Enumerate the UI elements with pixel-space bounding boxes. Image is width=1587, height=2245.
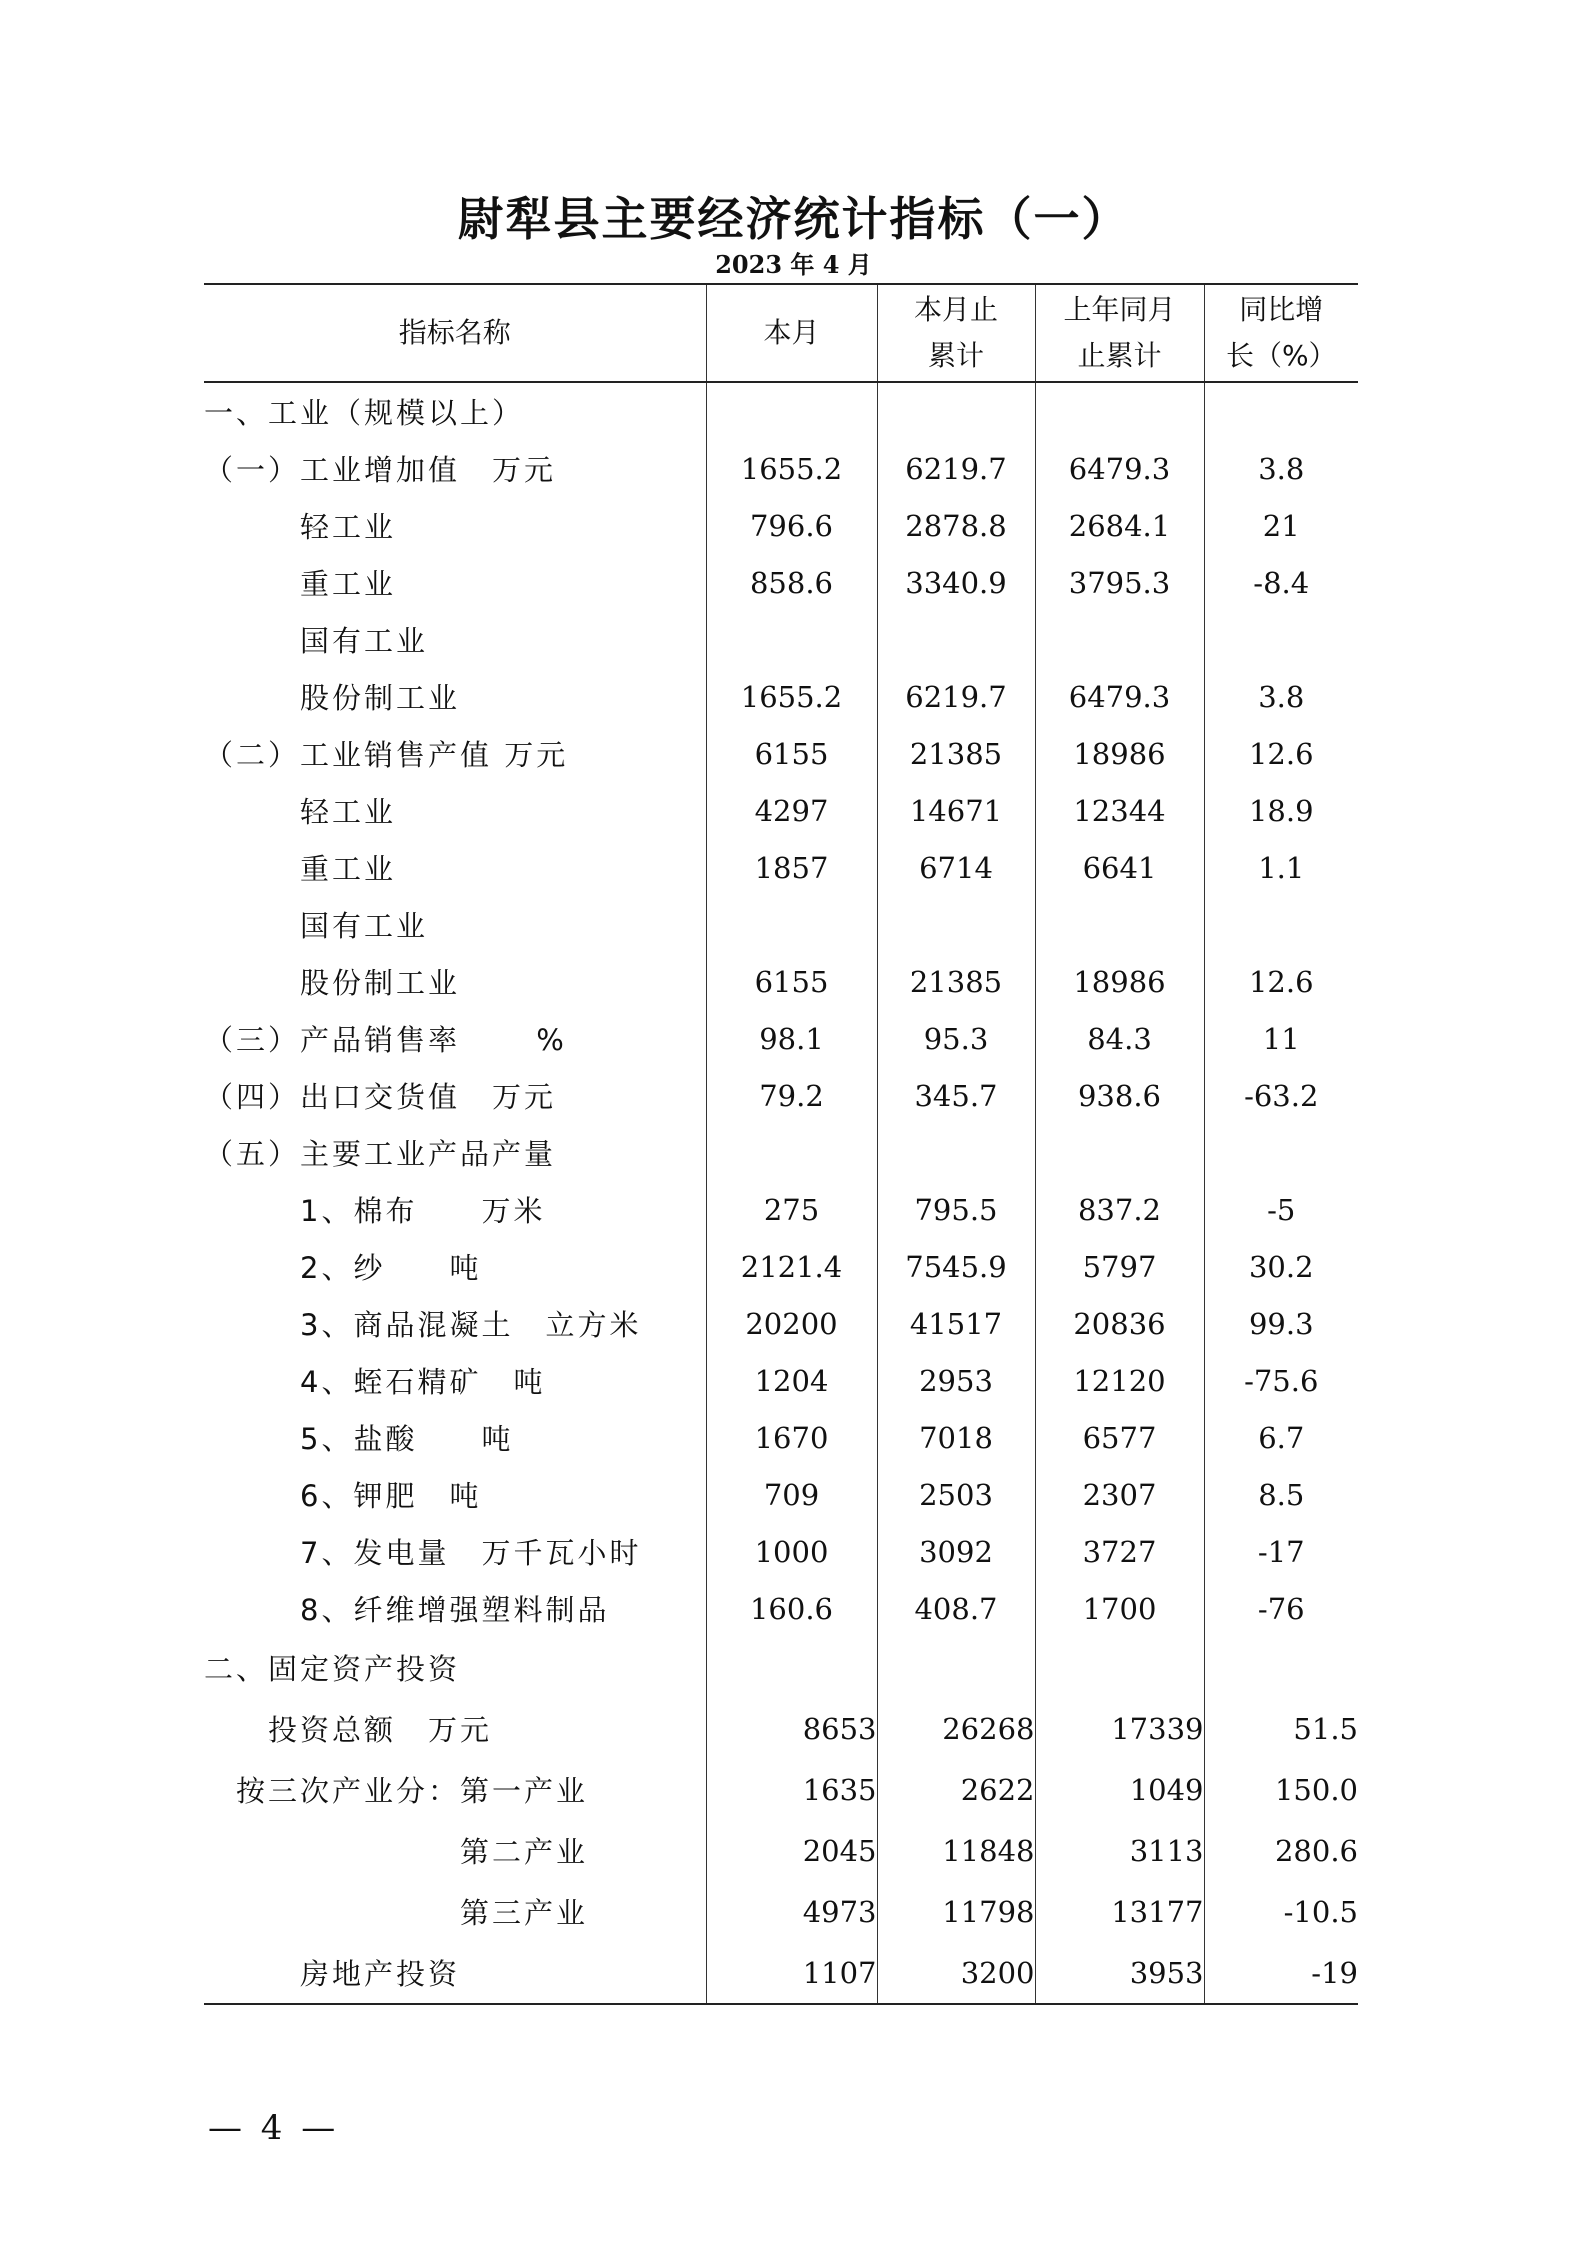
cell-this-month: 8653 xyxy=(706,1698,877,1759)
cell-last-year-cumulative: 3727 xyxy=(1035,1523,1204,1580)
cell-yoy-growth: 99.3 xyxy=(1204,1295,1358,1352)
cell-last-year-cumulative: 6479.3 xyxy=(1035,668,1204,725)
table-row xyxy=(204,725,1358,782)
cell-cumulative xyxy=(877,896,1035,953)
header-this-month: 本月 xyxy=(706,284,877,382)
cell-yoy-growth: 280.6 xyxy=(1204,1820,1358,1881)
cell-cumulative: 95.3 xyxy=(877,1010,1035,1067)
row-indicator-name: 二、固定资产投资 xyxy=(204,1652,461,1686)
cell-last-year-cumulative: 17339 xyxy=(1035,1698,1204,1759)
cell-yoy-growth: -17 xyxy=(1204,1523,1358,1580)
cell-yoy-growth: 150.0 xyxy=(1204,1759,1358,1820)
cell-this-month: 796.6 xyxy=(706,497,877,554)
table-row xyxy=(204,1942,1358,2004)
cell-this-month: 79.2 xyxy=(706,1067,877,1124)
table-row xyxy=(204,1124,1358,1181)
cell-this-month: 4973 xyxy=(706,1881,877,1942)
cell-cumulative: 3092 xyxy=(877,1523,1035,1580)
cell-last-year-cumulative xyxy=(1035,896,1204,953)
cell-this-month: 6155 xyxy=(706,953,877,1010)
cell-yoy-growth: -8.4 xyxy=(1204,554,1358,611)
cell-this-month: 2121.4 xyxy=(706,1238,877,1295)
cell-cumulative: 408.7 xyxy=(877,1580,1035,1637)
cell-yoy-growth: 21 xyxy=(1204,497,1358,554)
page-number: — 4 — xyxy=(208,2108,340,2148)
row-indicator-name: 2、纱 吨 xyxy=(204,1251,482,1285)
cell-yoy-growth xyxy=(1204,382,1358,440)
table-row xyxy=(204,1759,1358,1820)
row-indicator-name: 1、棉布 万米 xyxy=(204,1194,546,1228)
cell-cumulative: 6714 xyxy=(877,839,1035,896)
row-indicator-name: 8、纤维增强塑料制品 xyxy=(204,1593,610,1627)
cell-yoy-growth: -19 xyxy=(1204,1942,1358,2004)
cell-this-month: 98.1 xyxy=(706,1010,877,1067)
table-row xyxy=(204,1580,1358,1637)
cell-yoy-growth: -75.6 xyxy=(1204,1352,1358,1409)
cell-last-year-cumulative: 3953 xyxy=(1035,1942,1204,2004)
cell-yoy-growth: 12.6 xyxy=(1204,953,1358,1010)
statistics-table xyxy=(204,283,1358,2005)
cell-cumulative xyxy=(877,1124,1035,1181)
row-indicator-name: 轻工业 xyxy=(204,795,397,829)
row-indicator-name: 第三产业 xyxy=(204,1896,589,1930)
cell-last-year-cumulative: 20836 xyxy=(1035,1295,1204,1352)
row-indicator-name: （一）工业增加值 万元 xyxy=(204,453,557,487)
cell-last-year-cumulative: 3113 xyxy=(1035,1820,1204,1881)
cell-this-month: 1000 xyxy=(706,1523,877,1580)
cell-cumulative: 345.7 xyxy=(877,1067,1035,1124)
cell-this-month: 1655.2 xyxy=(706,440,877,497)
cell-last-year-cumulative: 3795.3 xyxy=(1035,554,1204,611)
row-indicator-name: 轻工业 xyxy=(204,510,397,544)
cell-yoy-growth: 30.2 xyxy=(1204,1238,1358,1295)
row-indicator-name: （二）工业销售产值 万元 xyxy=(204,738,569,772)
row-indicator-name: 一、工业（规模以上） xyxy=(204,396,525,430)
table-row xyxy=(204,440,1358,497)
cell-yoy-growth xyxy=(1204,611,1358,668)
cell-cumulative xyxy=(877,382,1035,440)
row-indicator-name: 6、钾肥 吨 xyxy=(204,1479,482,1513)
cell-cumulative: 2622 xyxy=(877,1759,1035,1820)
cell-cumulative: 7545.9 xyxy=(877,1238,1035,1295)
cell-cumulative: 795.5 xyxy=(877,1181,1035,1238)
cell-this-month: 709 xyxy=(706,1466,877,1523)
cell-last-year-cumulative: 5797 xyxy=(1035,1238,1204,1295)
cell-cumulative xyxy=(877,611,1035,668)
table-row xyxy=(204,1409,1358,1466)
cell-last-year-cumulative: 938.6 xyxy=(1035,1067,1204,1124)
cell-this-month xyxy=(706,1124,877,1181)
cell-last-year-cumulative: 12120 xyxy=(1035,1352,1204,1409)
table-body xyxy=(204,382,1358,2004)
cell-this-month: 1857 xyxy=(706,839,877,896)
row-indicator-name: 国有工业 xyxy=(204,624,429,658)
cell-last-year-cumulative xyxy=(1035,611,1204,668)
cell-cumulative xyxy=(877,1637,1035,1698)
cell-yoy-growth xyxy=(1204,1124,1358,1181)
row-indicator-name: （五）主要工业产品产量 xyxy=(204,1137,557,1171)
cell-yoy-growth: 11 xyxy=(1204,1010,1358,1067)
cell-cumulative: 21385 xyxy=(877,953,1035,1010)
row-indicator-name: 国有工业 xyxy=(204,909,429,943)
table-row xyxy=(204,839,1358,896)
cell-cumulative: 2503 xyxy=(877,1466,1035,1523)
page-title: 尉犁县主要经济统计指标（一） xyxy=(457,192,1130,246)
table-row xyxy=(204,1466,1358,1523)
table-row xyxy=(204,497,1358,554)
cell-this-month: 1107 xyxy=(706,1942,877,2004)
cell-this-month: 275 xyxy=(706,1181,877,1238)
table-row xyxy=(204,1523,1358,1580)
table-row xyxy=(204,896,1358,953)
row-indicator-name: 股份制工业 xyxy=(204,681,461,715)
row-indicator-name: 重工业 xyxy=(204,852,397,886)
cell-last-year-cumulative: 6479.3 xyxy=(1035,440,1204,497)
table-row xyxy=(204,1881,1358,1942)
cell-last-year-cumulative: 12344 xyxy=(1035,782,1204,839)
table-row xyxy=(204,1820,1358,1881)
table-row xyxy=(204,1010,1358,1067)
cell-yoy-growth: 18.9 xyxy=(1204,782,1358,839)
cell-last-year-cumulative xyxy=(1035,1637,1204,1698)
cell-last-year-cumulative: 2307 xyxy=(1035,1466,1204,1523)
table-row xyxy=(204,1352,1358,1409)
header-indicator-name: 指标名称 xyxy=(204,284,706,382)
cell-last-year-cumulative xyxy=(1035,382,1204,440)
cell-yoy-growth: 1.1 xyxy=(1204,839,1358,896)
cell-this-month: 1635 xyxy=(706,1759,877,1820)
cell-cumulative: 6219.7 xyxy=(877,668,1035,725)
cell-this-month: 160.6 xyxy=(706,1580,877,1637)
cell-last-year-cumulative: 84.3 xyxy=(1035,1010,1204,1067)
cell-cumulative: 2953 xyxy=(877,1352,1035,1409)
table-row xyxy=(204,554,1358,611)
table-row xyxy=(204,1067,1358,1124)
cell-this-month: 4297 xyxy=(706,782,877,839)
cell-yoy-growth: -5 xyxy=(1204,1181,1358,1238)
cell-yoy-growth xyxy=(1204,896,1358,953)
cell-last-year-cumulative: 6577 xyxy=(1035,1409,1204,1466)
cell-this-month xyxy=(706,1637,877,1698)
header-cumulative: 本月止 累计 xyxy=(877,284,1035,382)
cell-this-month xyxy=(706,896,877,953)
row-indicator-name: 5、盐酸 吨 xyxy=(204,1422,514,1456)
cell-cumulative: 3340.9 xyxy=(877,554,1035,611)
cell-yoy-growth: 51.5 xyxy=(1204,1698,1358,1759)
cell-this-month: 1204 xyxy=(706,1352,877,1409)
row-indicator-name: 房地产投资 xyxy=(204,1942,706,2004)
cell-yoy-growth: 3.8 xyxy=(1204,668,1358,725)
report-date: 2023 年 4 月 xyxy=(715,250,872,279)
cell-yoy-growth: -76 xyxy=(1204,1580,1358,1637)
table-row xyxy=(204,668,1358,725)
cell-cumulative: 11848 xyxy=(877,1820,1035,1881)
cell-last-year-cumulative: 18986 xyxy=(1035,725,1204,782)
table-row xyxy=(204,1181,1358,1238)
cell-this-month: 2045 xyxy=(706,1820,877,1881)
cell-yoy-growth: -10.5 xyxy=(1204,1881,1358,1942)
row-indicator-name: 7、发电量 万千瓦小时 xyxy=(204,1536,642,1570)
table-row xyxy=(204,1637,1358,1698)
cell-last-year-cumulative: 13177 xyxy=(1035,1881,1204,1942)
cell-cumulative: 11798 xyxy=(877,1881,1035,1942)
row-indicator-name: 股份制工业 xyxy=(204,966,461,1000)
cell-last-year-cumulative: 1700 xyxy=(1035,1580,1204,1637)
cell-yoy-growth: -63.2 xyxy=(1204,1067,1358,1124)
row-indicator-name: 按三次产业分：第一产业 xyxy=(204,1774,589,1808)
row-indicator-name: 投资总额 万元 xyxy=(204,1713,493,1747)
cell-this-month xyxy=(706,611,877,668)
row-indicator-name: 3、商品混凝土 立方米 xyxy=(204,1308,642,1342)
row-indicator-name: 第二产业 xyxy=(204,1835,589,1869)
table-row xyxy=(204,1295,1358,1352)
cell-cumulative: 21385 xyxy=(877,725,1035,782)
table-row xyxy=(204,782,1358,839)
cell-cumulative: 7018 xyxy=(877,1409,1035,1466)
cell-this-month xyxy=(706,382,877,440)
cell-yoy-growth: 12.6 xyxy=(1204,725,1358,782)
table-header-row xyxy=(204,284,1358,382)
row-indicator-name: 重工业 xyxy=(204,567,397,601)
cell-yoy-growth xyxy=(1204,1637,1358,1698)
cell-cumulative: 26268 xyxy=(877,1698,1035,1759)
table-row xyxy=(204,611,1358,668)
cell-this-month: 20200 xyxy=(706,1295,877,1352)
cell-last-year-cumulative: 837.2 xyxy=(1035,1181,1204,1238)
cell-cumulative: 3200 xyxy=(877,1942,1035,2004)
row-indicator-name: 4、蛭石精矿 吨 xyxy=(204,1365,546,1399)
row-indicator-name: （四）出口交货值 万元 xyxy=(204,1080,557,1114)
cell-cumulative: 2878.8 xyxy=(877,497,1035,554)
cell-this-month: 6155 xyxy=(706,725,877,782)
cell-cumulative: 41517 xyxy=(877,1295,1035,1352)
cell-this-month: 1655.2 xyxy=(706,668,877,725)
table-row xyxy=(204,382,1358,440)
cell-last-year-cumulative: 18986 xyxy=(1035,953,1204,1010)
cell-last-year-cumulative: 6641 xyxy=(1035,839,1204,896)
row-indicator-name: （三）产品销售率 % xyxy=(204,1023,567,1057)
table-row xyxy=(204,953,1358,1010)
cell-this-month: 858.6 xyxy=(706,554,877,611)
cell-last-year-cumulative: 1049 xyxy=(1035,1759,1204,1820)
header-last-year-cumulative: 上年同月 止累计 xyxy=(1035,284,1204,382)
table-row xyxy=(204,1698,1358,1759)
cell-yoy-growth: 6.7 xyxy=(1204,1409,1358,1466)
cell-yoy-growth: 8.5 xyxy=(1204,1466,1358,1523)
cell-this-month: 1670 xyxy=(706,1409,877,1466)
cell-cumulative: 14671 xyxy=(877,782,1035,839)
cell-yoy-growth: 3.8 xyxy=(1204,440,1358,497)
cell-last-year-cumulative xyxy=(1035,1124,1204,1181)
cell-last-year-cumulative: 2684.1 xyxy=(1035,497,1204,554)
cell-cumulative: 6219.7 xyxy=(877,440,1035,497)
table-row xyxy=(204,1238,1358,1295)
header-yoy-growth: 同比增 长（%） xyxy=(1204,284,1358,382)
